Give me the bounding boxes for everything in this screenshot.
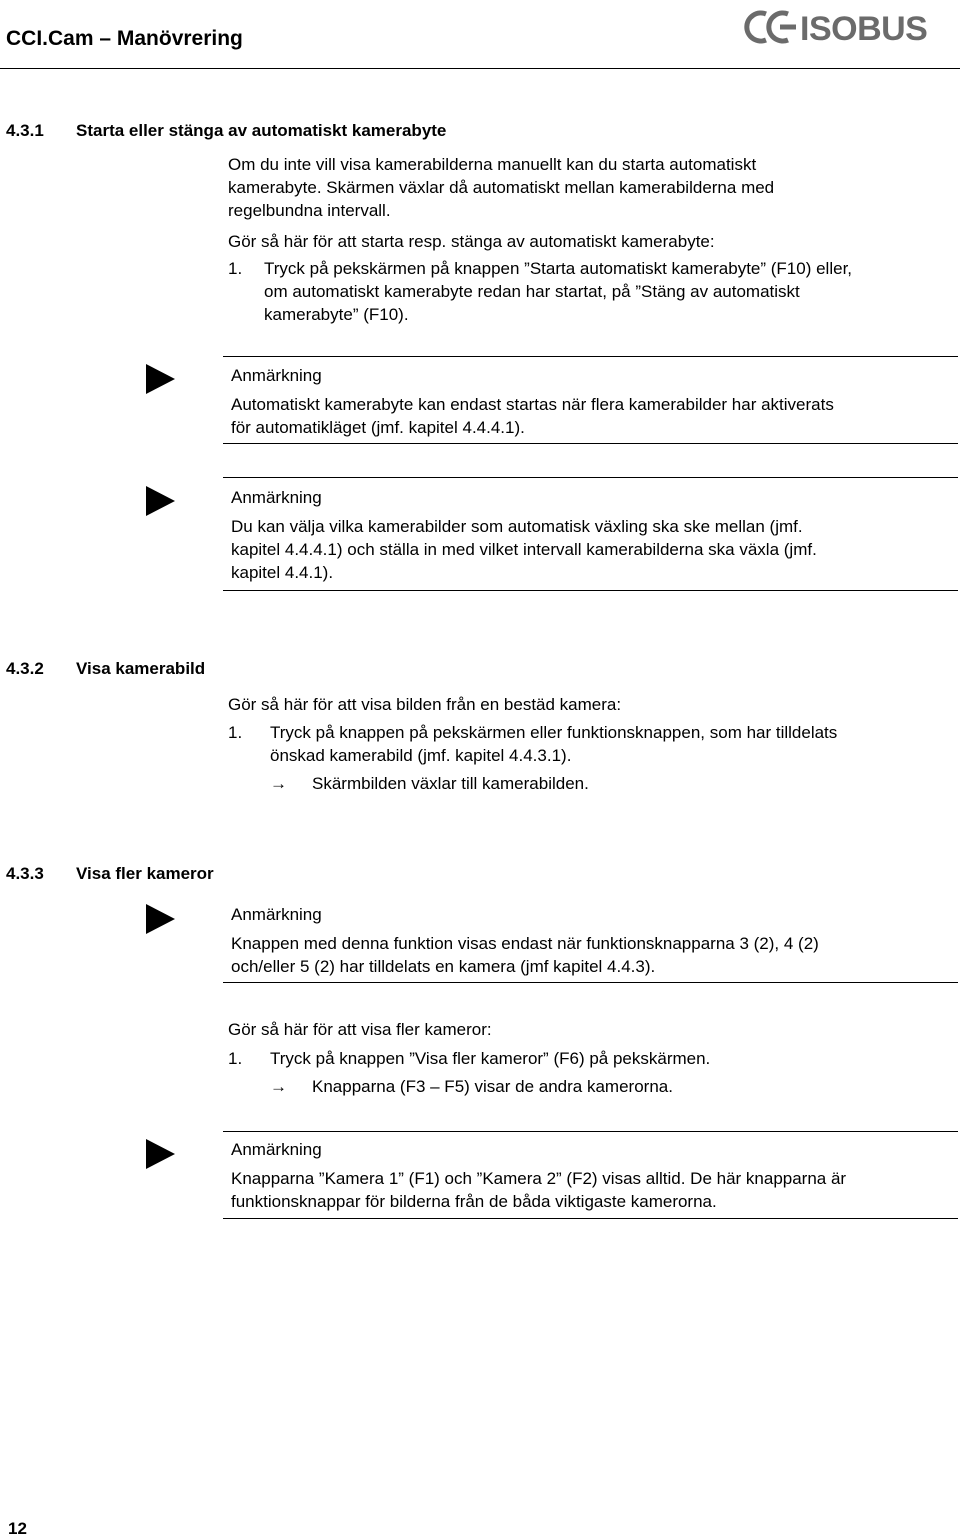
note-arrow-icon [146, 486, 175, 516]
instruction-text: Gör så här för att visa fler kameror: [228, 1020, 492, 1039]
note-arrow-icon [146, 904, 175, 934]
note-top-rule [223, 1131, 958, 1132]
step-text-line: om automatiskt kamerabyte redan har startat, på ”Stäng av automatiskt [264, 282, 800, 301]
step-number: 1. [228, 1049, 243, 1068]
step-number: 1. [228, 259, 243, 278]
step-text-line: önskad kamerabild (jmf. kapitel 4.4.3.1). [270, 746, 572, 765]
cc-isobus-logo [744, 6, 944, 48]
paragraph-line: kamerabyte. Skärmen växlar då automatiskt mellan kamerabilderna med [228, 178, 775, 197]
page-number: 12 [8, 1519, 27, 1538]
note-text-line: kapitel 4.4.4.1) och ställa in med vilket intervall kamerabilderna ska växla (jmf. [231, 540, 817, 559]
section-title: Visa kamerabild [76, 659, 206, 678]
step-text-line: kamerabyte” (F10). [264, 305, 409, 324]
note-text-line: Knapparna ”Kamera 1” (F1) och ”Kamera 2” (F2) visas alltid. De här knapparna är [231, 1169, 847, 1188]
page-header-title: CCI.Cam – Manövrering [6, 27, 243, 50]
note-bottom-rule [223, 443, 958, 444]
note-text-line: Knappen med denna funktion visas endast när funktionsknapparna 3 (2), 4 (2) [231, 934, 819, 953]
step-text-line: Tryck på knappen på pekskärmen eller funktionsknappen, som har tilldelats [270, 723, 838, 742]
note-top-rule [223, 356, 958, 357]
instruction-text: Gör så här för att starta resp. stänga av automatiskt kamerabyte: [228, 232, 715, 251]
result-arrow-icon: → [270, 1077, 287, 1096]
note-bottom-rule [223, 1218, 958, 1219]
paragraph-line: Om du inte vill visa kamerabilderna manuellt kan du starta automatiskt [228, 155, 757, 174]
step-text-line: Tryck på pekskärmen på knappen ”Starta automatiskt kamerabyte” (F10) eller, [264, 259, 853, 278]
note-text-line: för automatikläget (jmf. kapitel 4.4.4.1). [231, 418, 525, 437]
section-title: Visa fler kameror [76, 864, 214, 883]
section-number: 4.3.1 [6, 121, 44, 140]
note-bottom-rule [223, 982, 958, 983]
header-divider [0, 68, 960, 69]
result-text: Knapparna (F3 – F5) visar de andra kamerorna. [312, 1077, 673, 1096]
section-title: Starta eller stänga av automatiskt kamerabyte [76, 121, 447, 140]
note-text-line: funktionsknappar för bilderna från de båda viktigaste kamerorna. [231, 1192, 717, 1211]
note-heading: Anmärkning [231, 905, 322, 924]
note-text-line: och/eller 5 (2) har tilldelats en kamera (jmf kapitel 4.4.3). [231, 957, 656, 976]
result-text: Skärmbilden växlar till kamerabilden. [312, 774, 589, 793]
note-heading: Anmärkning [231, 1140, 322, 1159]
note-text-line: kapitel 4.4.1). [231, 563, 334, 582]
instruction-text: Gör så här för att visa bilden från en bestäd kamera: [228, 695, 622, 714]
result-arrow-icon: → [270, 774, 287, 793]
section-number: 4.3.2 [6, 659, 44, 678]
note-top-rule [223, 477, 958, 478]
note-text-line: Automatiskt kamerabyte kan endast startas när flera kamerabilder har aktiverats [231, 395, 834, 414]
note-arrow-icon [146, 364, 175, 394]
step-number: 1. [228, 723, 243, 742]
note-heading: Anmärkning [231, 366, 322, 385]
section-number: 4.3.3 [6, 864, 44, 883]
note-bottom-rule [223, 590, 958, 591]
step-text-line: Tryck på knappen ”Visa fler kameror” (F6) på pekskärmen. [270, 1049, 711, 1068]
note-arrow-icon [146, 1139, 175, 1169]
note-heading: Anmärkning [231, 488, 322, 507]
paragraph-line: regelbundna intervall. [228, 201, 391, 220]
svg-text:ISOBUS: ISOBUS [800, 10, 928, 48]
note-text-line: Du kan välja vilka kamerabilder som automatisk växling ska ske mellan (jmf. [231, 517, 803, 536]
